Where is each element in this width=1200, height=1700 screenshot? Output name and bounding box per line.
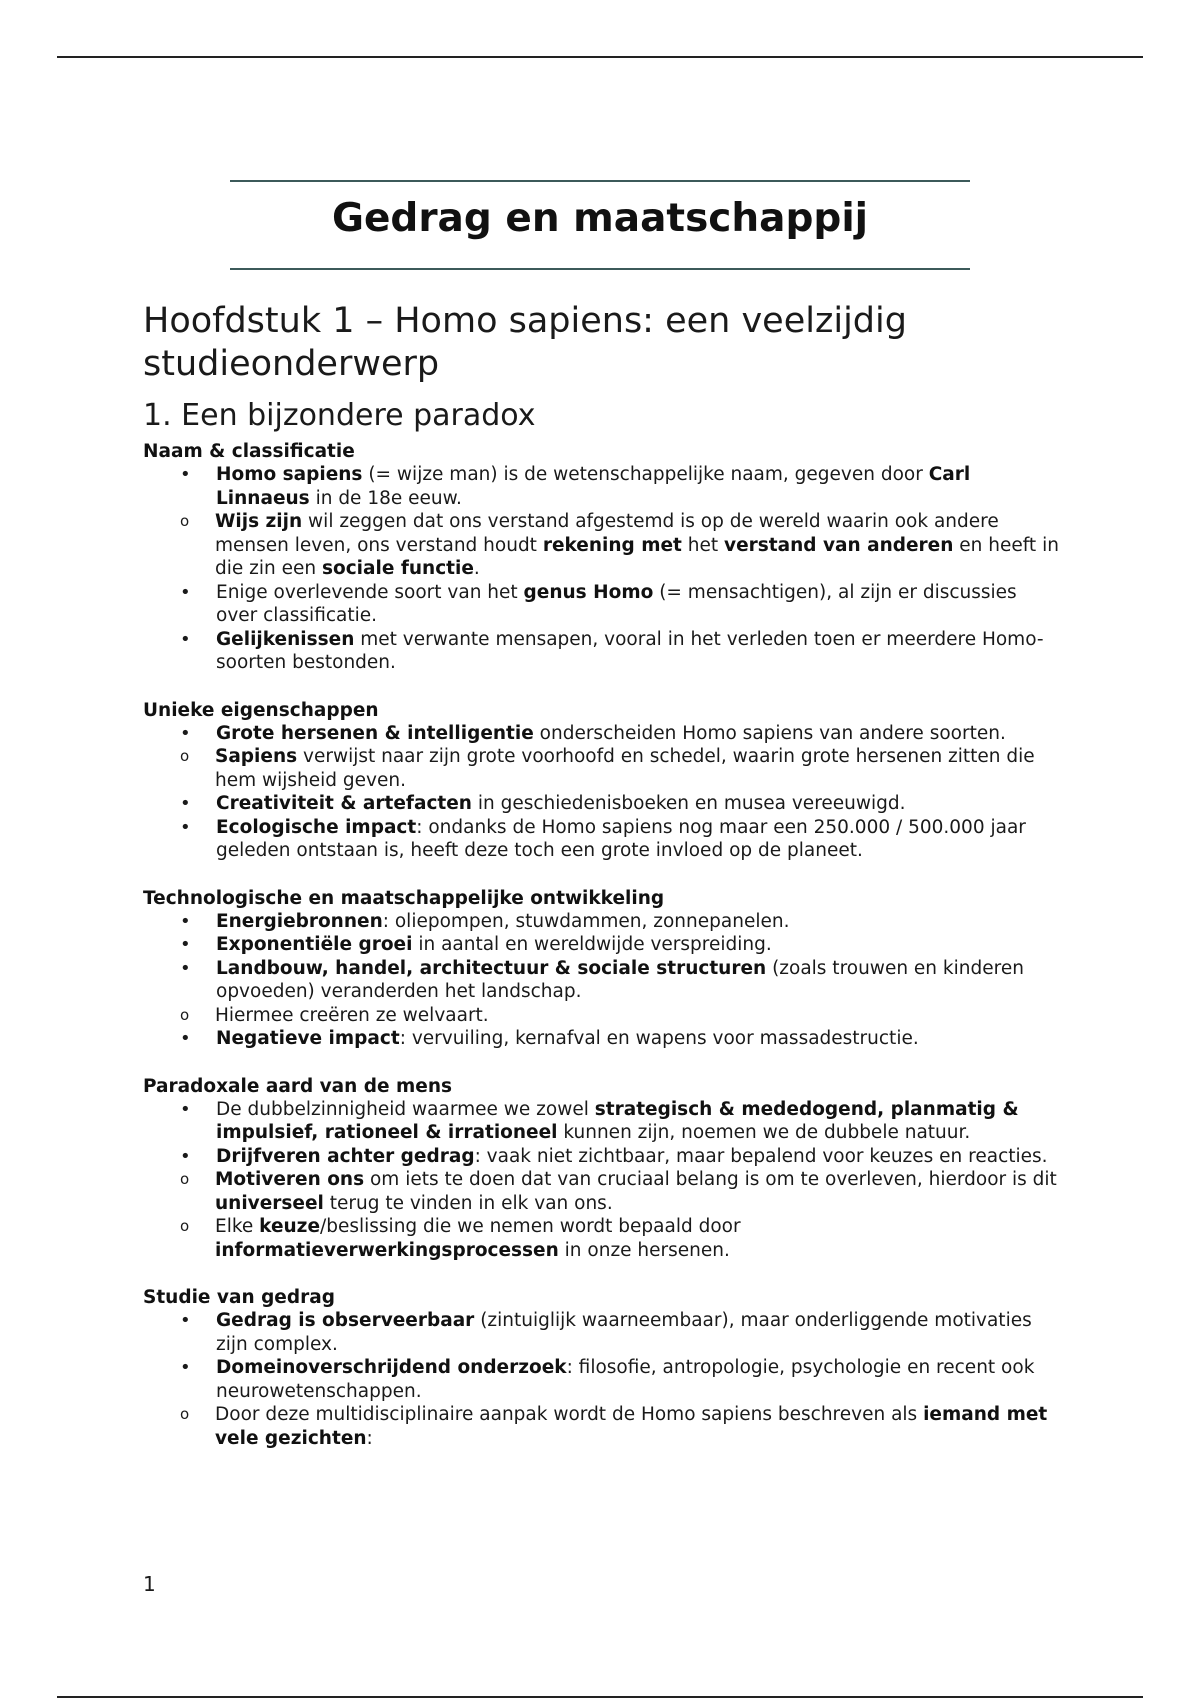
list-item: • Gedrag is observeerbaar (zintuiglijk waarneembaar), maar onderliggende motivaties zijn complex.: [143, 1309, 1063, 1356]
list-naam: [143, 463, 1063, 675]
list-item: • Exponentiële groei in aantal en wereldwijde verspreiding.: [143, 933, 1063, 957]
sub-list-item: o Door deze multidisciplinaire aanpak wordt de Homo sapiens beschreven als iemand met vele gezichten:: [70, 1403, 1063, 1450]
list-uniek: [143, 722, 1063, 863]
subheading-uniek: Unieke eigenschappen: [143, 699, 379, 721]
chapter-heading: Hoofdstuk 1 – Homo sapiens: een veelzijdig studieonderwerp: [143, 301, 907, 384]
document-title: Gedrag en maatschappij: [331, 196, 869, 241]
list-item: • Ecologische impact: ondanks de Homo sapiens nog maar een 250.000 / 500.000 jaar geleden ontstaan is, heeft deze toch een grote invloed op de planeet.: [143, 816, 1063, 863]
title-top-rule: [230, 180, 970, 182]
list-tech: [143, 910, 1063, 1051]
list-paradox: [143, 1098, 1063, 1263]
list-item: • De dubbelzinnigheid waarmee we zowel strategisch & mededogend, planmatig & impulsief, rationeel & irrationeel kunnen zijn, noemen we de dubbele natuur.: [143, 1098, 1063, 1145]
sub-list-item: o Motiveren ons om iets te doen dat van cruciaal belang is om te overleven, hierdoor is dit universeel terug te vinden in elk van ons.: [70, 1168, 1063, 1215]
page-top-rule: [57, 56, 1143, 58]
list-item: • Creativiteit & artefacten in geschiedenisboeken en musea vereeuwigd.: [143, 792, 1063, 816]
sub-list-item: o Hiermee creëren ze welvaart.: [70, 1004, 1063, 1028]
title-bottom-rule: [230, 268, 970, 270]
list-item: • Enige overlevende soort van het genus Homo (= mensachtigen), al zijn er discussies over classificatie.: [143, 581, 1063, 628]
subheading-tech: Technologische en maatschappelijke ontwikkeling: [143, 887, 665, 909]
list-item: • Homo sapiens (= wijze man) is de wetenschappelijke naam, gegeven door Carl Linnaeus in de 18e eeuw.: [143, 463, 1063, 510]
list-item: • Drijfveren achter gedrag: vaak niet zichtbaar, maar bepalend voor keuzes en reacties.: [143, 1145, 1063, 1169]
subheading-studie: Studie van gedrag: [143, 1287, 335, 1308]
section-heading: 1. Een bijzondere paradox: [143, 398, 536, 433]
list-item: • Grote hersenen & intelligentie onderscheiden Homo sapiens van andere soorten.: [143, 722, 1063, 746]
page-bottom-rule: [57, 1696, 1143, 1698]
list-studie: [143, 1309, 1063, 1450]
list-item: • Negatieve impact: vervuiling, kernafval en wapens voor massadestructie.: [143, 1027, 1063, 1051]
sub-list-item: o Sapiens verwijst naar zijn grote voorhoofd en schedel, waarin grote hersenen zitten die hem wijsheid geven.: [70, 745, 1063, 792]
page-number: 1: [143, 1572, 156, 1596]
document-body: [143, 300, 1063, 1450]
sub-list-item: o Elke keuze/beslissing die we nemen wordt bepaald door informatieverwerkingsprocessen in onze hersenen.: [70, 1215, 1063, 1262]
subheading-paradox: Paradoxale aard van de mens: [143, 1075, 453, 1097]
list-item: • Gelijkenissen met verwante mensapen, vooral in het verleden toen er meerdere Homo-soorten bestonden.: [143, 628, 1063, 675]
subheading-naam: Naam & classificatie: [143, 441, 355, 462]
list-item: • Energiebronnen: oliepompen, stuwdammen, zonnepanelen.: [143, 910, 1063, 934]
list-item: • Landbouw, handel, architectuur & sociale structuren (zoals trouwen en kinderen opvoeden) veranderden het landschap.: [143, 957, 1063, 1004]
sub-list-item: o Wijs zijn wil zeggen dat ons verstand afgestemd is op de wereld waarin ook andere mensen leven, ons verstand houdt rekening met het verstand van anderen en heeft in die zin een sociale functie.: [70, 510, 1063, 581]
list-item: • Domeinoverschrijdend onderzoek: filosofie, antropologie, psychologie en recent ook neurowetenschappen.: [143, 1356, 1063, 1403]
